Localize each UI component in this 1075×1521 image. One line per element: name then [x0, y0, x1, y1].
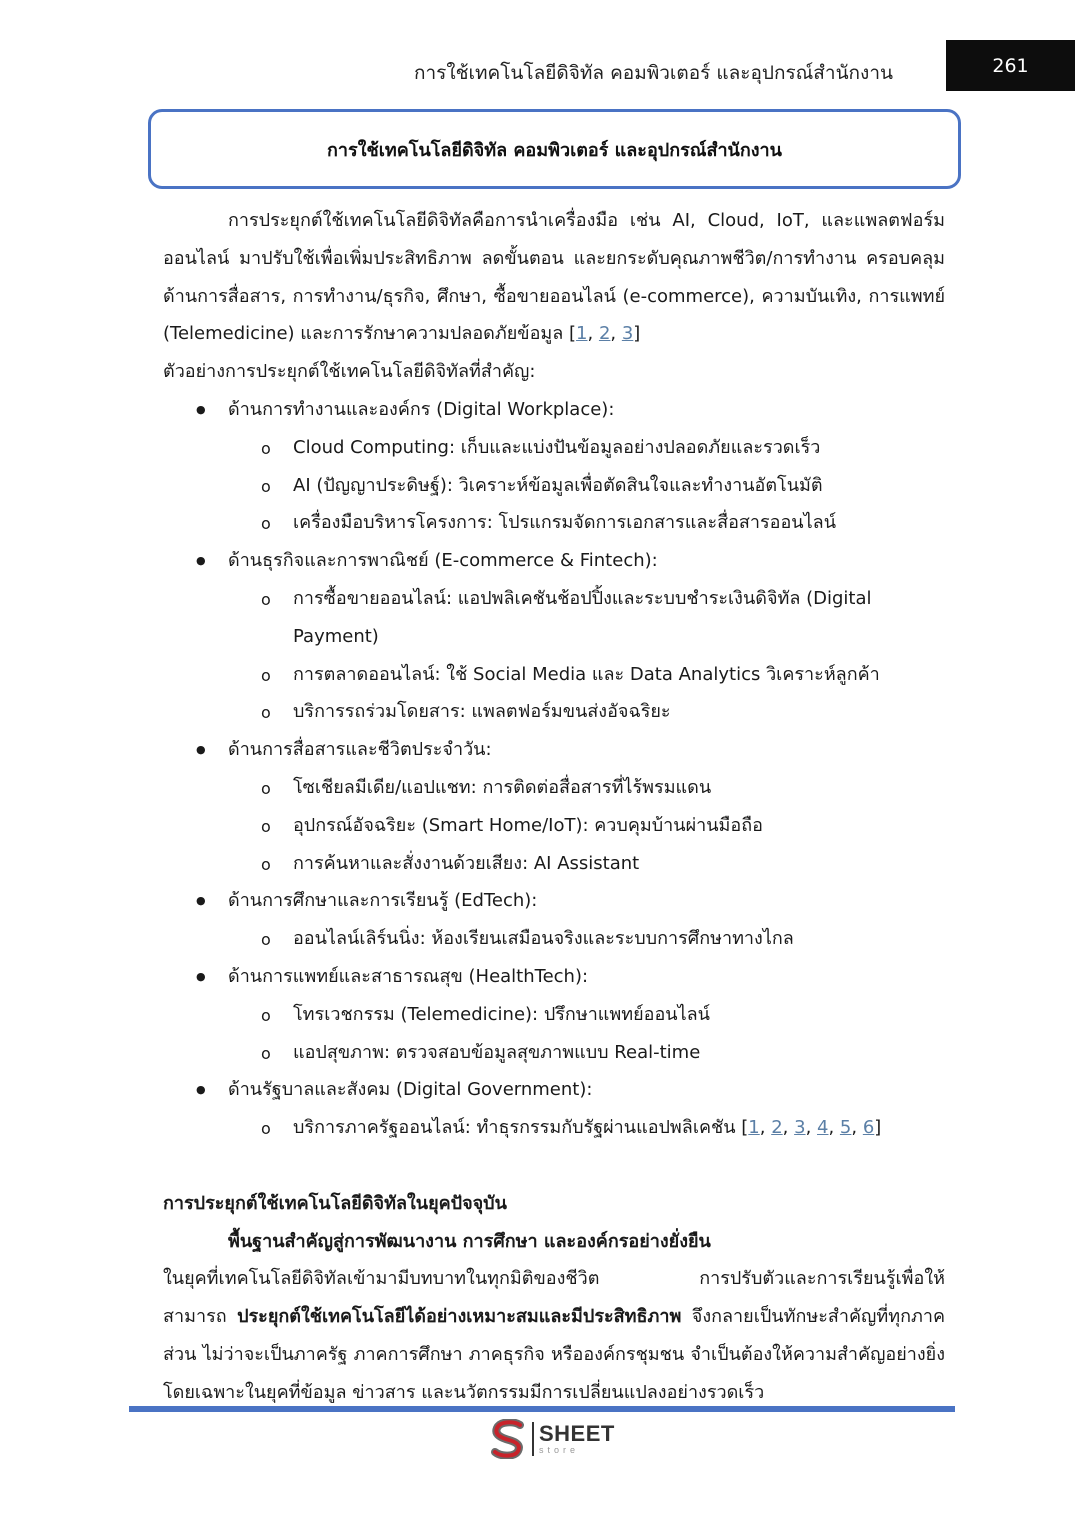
- reference-link-3[interactable]: 3: [794, 1117, 806, 1139]
- intro-last-line-text: (Telemedicine) และการรักษาความปลอดภัยข้อมูล: [163, 323, 564, 345]
- sub-item: o Cloud Computing: เก็บและแบ่งปันข้อมูลอย่างปลอดภัยและรวดเร็ว: [163, 429, 945, 467]
- category-label: ด้านรัฐบาลและสังคม (Digital Government):: [228, 1079, 593, 1101]
- sub-item: o ออนไลน์เลิร์นนิ่ง: ห้องเรียนเสมือนจริงและระบบการศึกษาทางไกล: [163, 920, 945, 958]
- category-label: ด้านการทำงานและองค์กร (Digital Workplace):: [228, 398, 615, 420]
- section-line-2-start: สามารถ: [163, 1306, 238, 1328]
- section-subheading: พื้นฐานสำคัญสู่การพัฒนางาน การศึกษา และองค์กรอย่างยั่งยืน: [228, 1230, 711, 1252]
- sub-item: o โทรเวชกรรม (Telemedicine): ปรึกษาแพทย์ออนไลน์: [163, 996, 945, 1034]
- logo-separator: [532, 1422, 534, 1456]
- intro-line-1: การประยุกต์ใช้เทคโนโลยีดิจิทัลคือการนำเครื่องมือ เช่น AI, Cloud, IoT, และแพลตฟอร์ม: [228, 210, 945, 231]
- reference-link-5[interactable]: 5: [839, 1117, 852, 1139]
- reference-link-1[interactable]: 1: [748, 1117, 760, 1139]
- intro-line-4: (Telemedicine) และการรักษาความปลอดภัยข้อมูล [1, 2, 3]: [163, 323, 641, 345]
- spacer: [163, 1147, 945, 1185]
- reference-link-1[interactable]: 1: [576, 323, 588, 345]
- sub-item: o AI (ปัญญาประดิษฐ์): วิเคราะห์ข้อมูลเพื่อตัดสินใจและทำงานอัตโนมัติ: [163, 467, 945, 505]
- sub-item: o แอปสุขภาพ: ตรวจสอบข้อมูลสุขภาพแบบ Real-time: [163, 1034, 945, 1072]
- subitem-list: [228, 996, 945, 1072]
- subitem-list: [228, 769, 945, 882]
- reference-link-4[interactable]: 4: [817, 1117, 829, 1139]
- reference-link-3[interactable]: 3: [621, 323, 634, 345]
- section-line-3: ส่วน ไม่ว่าจะเป็นภาครัฐ ภาคการศึกษา ภาคธุรกิจ หรือองค์กรชุมชน จำเป็นต้องให้ความสำคัญอย่างยิ่ง: [163, 1343, 945, 1365]
- sub-item-text: บริการภาครัฐออนไลน์: ทำธุรกรรมกับรัฐผ่านแอปพลิเคชัน: [293, 1117, 736, 1139]
- section-line-1: ในยุคที่เทคโนโลยีดิจิทัลเข้ามามีบทบาทในทุกมิติของชีวิต การปรับตัวและการเรียนรู้เพื่อให้: [163, 1268, 945, 1290]
- content: [163, 202, 945, 1412]
- sheet-store-logo: [490, 1418, 615, 1460]
- category-list: [163, 391, 945, 1147]
- intro-line-3: ด้านการสื่อสาร, การทำงาน/ธุรกิจ, ศึกษา, ซื้อขายออนไลน์ (e-commerce), ความบันเทิง, การแพทย์: [163, 285, 945, 307]
- subitem-list: [228, 1109, 945, 1147]
- section-line-2-end: จึงกลายเป็นทักษะสำคัญที่ทุกภาค: [681, 1306, 945, 1328]
- sub-item: o บริการภาครัฐออนไลน์: ทำธุรกรรมกับรัฐผ่านแอปพลิเคชัน [1, 2, 3, 4, 5, 6]: [163, 1109, 945, 1147]
- category-item: [163, 958, 945, 1071]
- sub-item: o บริการรถร่วมโดยสาร: แพลตฟอร์มขนส่งอัจฉริยะ: [163, 693, 945, 731]
- sub-item: o การตลาดออนไลน์: ใช้ Social Media และ Data Analytics วิเคราะห์ลูกค้า: [163, 656, 945, 694]
- category-label: ด้านการศึกษาและการเรียนรู้ (EdTech):: [228, 890, 538, 912]
- category-item: [163, 1071, 945, 1147]
- running-header-title: การใช้เทคโนโลยีดิจิทัล คอมพิวเตอร์ และอุปกรณ์สำนักงาน: [413, 62, 893, 84]
- subitem-list: [228, 920, 945, 958]
- sub-item: o อุปกรณ์อัจฉริยะ (Smart Home/IoT): ควบคุมบ้านผ่านมือถือ: [163, 807, 945, 845]
- sub-item: o การซื้อขายออนไลน์: แอปพลิเคชันช้อปปิ้งและระบบชำระเงินดิจิทัล (Digital Payment): [163, 580, 945, 656]
- reference-link-6[interactable]: 6: [862, 1117, 875, 1139]
- section-line-2: [163, 1298, 945, 1336]
- category-item: [163, 731, 945, 882]
- category-item: [163, 882, 945, 958]
- subitem-list: [228, 580, 945, 731]
- category-label: ด้านการสื่อสารและชีวิตประจำวัน:: [228, 739, 492, 761]
- sub-item: o โซเชียลมีเดีย/แอปแชท: การติดต่อสื่อสารที่ไร้พรมแดน: [163, 769, 945, 807]
- page-number-box: [946, 40, 1075, 91]
- intro-line-2: ออนไลน์ มาปรับใช้เพื่อเพิ่มประสิทธิภาพ ลดขั้นตอน และยกระดับคุณภาพชีวิต/การทำงาน ครอบคลุม: [163, 247, 945, 269]
- logo-main-text: SHEET: [539, 1421, 615, 1446]
- page-number: 261: [992, 54, 1029, 77]
- reference-link-2[interactable]: 2: [771, 1117, 783, 1139]
- category-label: ด้านการแพทย์และสาธารณสุข (HealthTech):: [228, 965, 589, 987]
- footer-divider: [129, 1406, 955, 1412]
- sub-item: o เครื่องมือบริหารโครงการ: โปรแกรมจัดการเอกสารและสื่อสารออนไลน์: [163, 504, 945, 542]
- reference-link-2[interactable]: 2: [598, 323, 611, 345]
- section-heading: การประยุกต์ใช้เทคโนโลยีดิจิทัลในยุคปัจจุบัน: [163, 1192, 507, 1214]
- examples-heading: ตัวอย่างการประยุกต์ใช้เทคโนโลยีดิจิทัลที่สำคัญ:: [163, 361, 536, 383]
- subitem-list: [228, 429, 945, 542]
- sheet-store-s-icon: [490, 1419, 528, 1459]
- section-line-2-bold: ประยุกต์ใช้เทคโนโลยีได้อย่างเหมาะสมและมีประสิทธิภาพ: [237, 1306, 682, 1328]
- category-item: [163, 391, 945, 542]
- category-item: [163, 542, 945, 731]
- title-box: [148, 109, 961, 189]
- category-label: ด้านธุรกิจและการพาณิชย์ (E-commerce & Fintech):: [228, 550, 658, 572]
- logo-sub-text: store: [539, 1445, 580, 1455]
- section-line-4: โดยเฉพาะในยุคที่ข้อมูล ข่าวสาร และนวัตกรรมมีการเปลี่ยนแปลงอย่างรวดเร็ว: [163, 1381, 765, 1403]
- title-box-text: การใช้เทคโนโลยีดิจิทัล คอมพิวเตอร์ และอุปกรณ์สำนักงาน: [327, 139, 782, 161]
- sub-item: o การค้นหาและสั่งงานด้วยเสียง: AI Assistant: [163, 845, 945, 883]
- logo-text: [539, 1423, 615, 1455]
